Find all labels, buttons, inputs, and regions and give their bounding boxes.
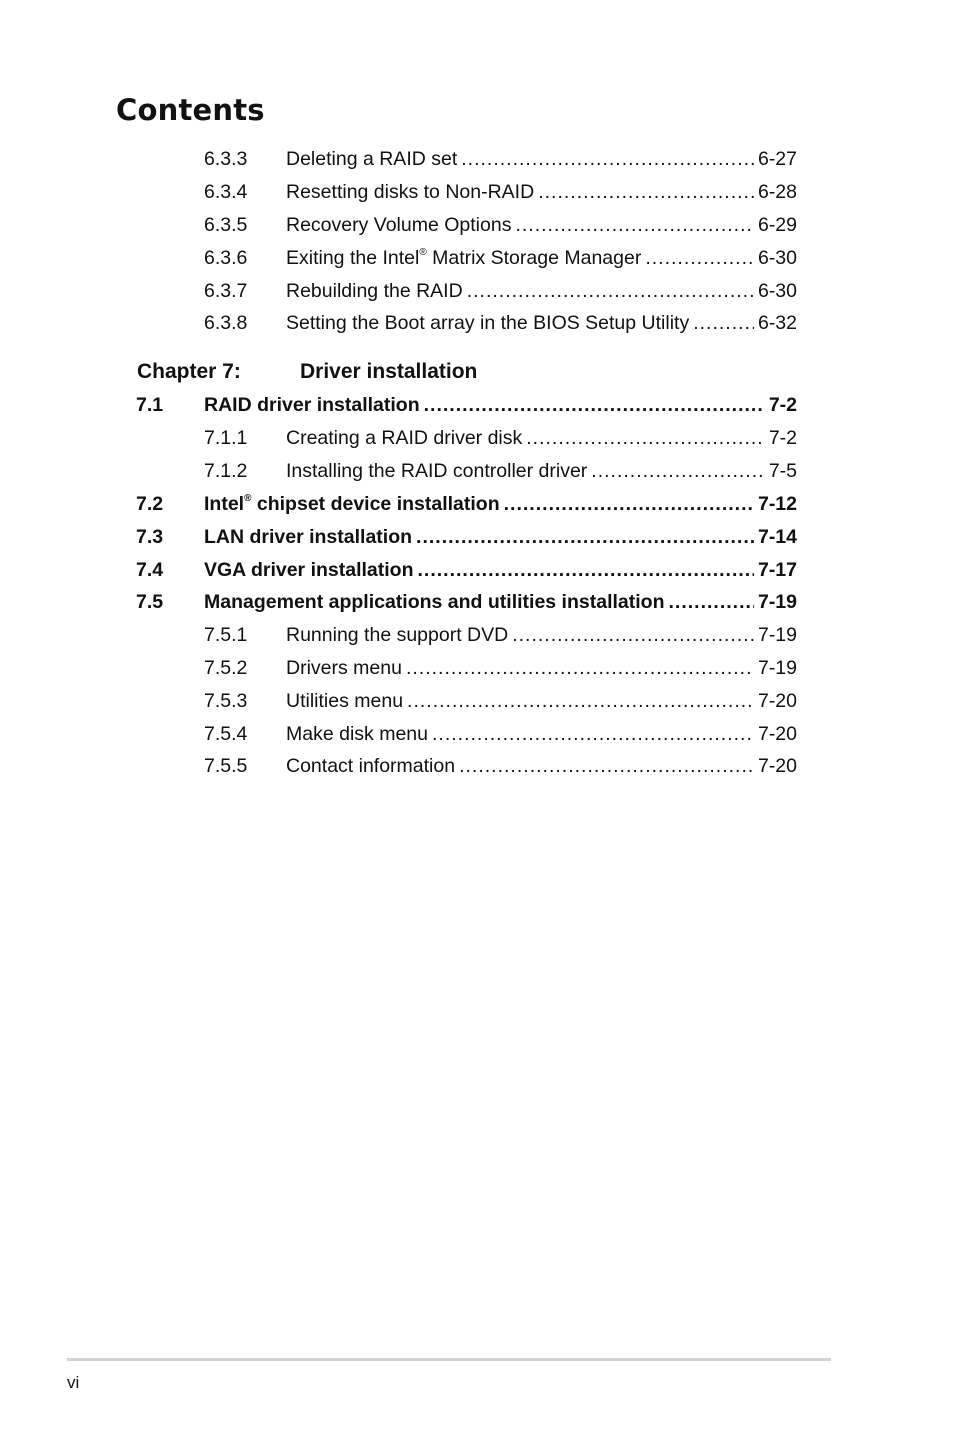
toc-entry-body bbox=[286, 310, 797, 336]
toc-entry-body bbox=[204, 392, 797, 418]
toc-entry-page: 6-28 bbox=[757, 181, 797, 203]
registered-mark: ® bbox=[244, 492, 252, 504]
dot-leader bbox=[538, 179, 754, 205]
toc-entry-page: 6-32 bbox=[757, 312, 797, 334]
toc-entry-body bbox=[204, 491, 797, 517]
toc-entry-7-5-2[interactable] bbox=[0, 655, 954, 681]
toc-entry-6-3-8[interactable] bbox=[0, 310, 954, 336]
toc-entry-number: 7.2 bbox=[136, 493, 164, 515]
dot-leader bbox=[406, 655, 754, 681]
chapter-heading[interactable] bbox=[0, 358, 954, 386]
toc-entry-title: Contact information bbox=[286, 755, 456, 777]
toc-entry-body bbox=[286, 146, 797, 172]
dot-leader bbox=[669, 589, 754, 615]
registered-mark: ® bbox=[419, 246, 427, 258]
toc-entry-page: 7-19 bbox=[757, 657, 797, 679]
toc-entry-7-1-1[interactable] bbox=[0, 425, 954, 451]
dot-leader bbox=[591, 458, 765, 484]
toc-entry-title-part: Matrix Storage Manager bbox=[426, 247, 642, 269]
toc-entry-title: Utilities menu bbox=[286, 690, 404, 712]
toc-entry-title: Make disk menu bbox=[286, 723, 428, 745]
toc-entry-number: 7.5.2 bbox=[204, 657, 248, 679]
toc-entry-6-3-5[interactable] bbox=[0, 212, 954, 238]
toc-entry-title: LAN driver installation bbox=[204, 526, 413, 548]
dot-leader bbox=[461, 146, 754, 172]
toc-entry-number: 6.3.8 bbox=[204, 312, 248, 334]
toc-entry-number: 6.3.5 bbox=[204, 214, 248, 236]
dot-leader bbox=[424, 392, 765, 418]
toc-entry-number: 6.3.3 bbox=[204, 148, 248, 170]
toc-entry-title bbox=[204, 491, 500, 517]
toc-entry-title: Setting the Boot array in the BIOS Setup Utility bbox=[286, 312, 690, 334]
toc-entry-page: 7-2 bbox=[768, 394, 797, 416]
toc-entry-7-5-3[interactable] bbox=[0, 688, 954, 714]
toc-entry-title: Installing the RAID controller driver bbox=[286, 460, 588, 482]
toc-entry-page: 7-12 bbox=[757, 493, 797, 515]
toc-entry-title: VGA driver installation bbox=[204, 559, 414, 581]
dot-leader bbox=[504, 491, 754, 517]
toc-entry-title-part: Exiting the Intel bbox=[286, 247, 420, 269]
toc-entry-page: 6-27 bbox=[757, 148, 797, 170]
toc-entry-number: 6.3.6 bbox=[204, 247, 248, 269]
dot-leader bbox=[432, 721, 754, 747]
toc-entry-body bbox=[286, 622, 797, 648]
toc-entry-title: Rebuilding the RAID bbox=[286, 280, 463, 302]
toc-entry-body bbox=[286, 655, 797, 681]
toc-entry-page: 6-30 bbox=[757, 280, 797, 302]
toc-entry-title: Drivers menu bbox=[286, 657, 402, 679]
toc-entry-7-5[interactable] bbox=[0, 589, 954, 615]
toc-entry-title: Deleting a RAID set bbox=[286, 148, 458, 170]
toc-entry-number: 7.1.2 bbox=[204, 460, 248, 482]
toc-entry-body bbox=[286, 458, 797, 484]
toc-entry-6-3-6[interactable] bbox=[0, 245, 954, 271]
dot-leader bbox=[467, 278, 754, 304]
toc-entry-body bbox=[204, 589, 797, 615]
toc-entry-number: 7.5.5 bbox=[204, 755, 248, 777]
toc-entry-body bbox=[286, 179, 797, 205]
toc-entry-title: Management applications and utilities installation bbox=[204, 591, 665, 613]
toc-entry-page: 7-19 bbox=[757, 591, 797, 613]
toc-entry-page: 7-19 bbox=[757, 624, 797, 646]
toc-entry-7-4[interactable] bbox=[0, 557, 954, 583]
toc-entry-number: 7.5.3 bbox=[204, 690, 248, 712]
toc-entry-page: 7-20 bbox=[757, 690, 797, 712]
toc-entry-7-1[interactable] bbox=[0, 392, 954, 418]
chapter-name: Driver installation bbox=[300, 360, 478, 383]
dot-leader bbox=[515, 212, 754, 238]
toc-entry-page: 6-30 bbox=[757, 247, 797, 269]
toc-entry-body bbox=[204, 557, 797, 583]
chapter-label: Chapter 7: bbox=[137, 360, 241, 383]
toc-entry-body bbox=[286, 753, 797, 779]
dot-leader bbox=[645, 245, 754, 271]
toc-entry-7-2[interactable] bbox=[0, 491, 954, 517]
toc-entry-title: Running the support DVD bbox=[286, 624, 509, 646]
toc-entry-7-1-2[interactable] bbox=[0, 458, 954, 484]
toc-entry-body bbox=[286, 425, 797, 451]
dot-leader bbox=[418, 557, 754, 583]
toc-entry-number: 7.1 bbox=[136, 394, 164, 416]
toc-entry-page: 7-20 bbox=[757, 723, 797, 745]
toc-entry-title: Resetting disks to Non-RAID bbox=[286, 181, 535, 203]
page-title: Contents bbox=[116, 93, 265, 127]
page-number: vi bbox=[67, 1373, 80, 1392]
toc-entry-number: 7.4 bbox=[136, 559, 164, 581]
toc-entry-title: Recovery Volume Options bbox=[286, 214, 512, 236]
toc-entry-7-5-5[interactable] bbox=[0, 753, 954, 779]
dot-leader bbox=[416, 524, 754, 550]
dot-leader bbox=[512, 622, 754, 648]
toc-entry-7-5-1[interactable] bbox=[0, 622, 954, 648]
dot-leader bbox=[693, 310, 754, 336]
toc-entry-body bbox=[286, 721, 797, 747]
toc-entry-title-part: chipset device installation bbox=[251, 493, 500, 515]
toc-entry-body bbox=[286, 688, 797, 714]
toc-entry-body bbox=[286, 245, 797, 271]
toc-entry-number: 6.3.4 bbox=[204, 181, 248, 203]
toc-entry-page: 7-17 bbox=[757, 559, 797, 581]
toc-entry-page: 7-5 bbox=[768, 460, 797, 482]
toc-entry-7-3[interactable] bbox=[0, 524, 954, 550]
toc-entry-page: 7-20 bbox=[757, 755, 797, 777]
toc-entry-number: 7.3 bbox=[136, 526, 164, 548]
toc-entry-6-3-4[interactable] bbox=[0, 179, 954, 205]
toc-entry-number: 7.5.1 bbox=[204, 624, 248, 646]
toc-entry-number: 7.5 bbox=[136, 591, 164, 613]
toc-entry-title: RAID driver installation bbox=[204, 394, 420, 416]
footer-divider bbox=[67, 1358, 831, 1361]
toc-entry-number: 6.3.7 bbox=[204, 280, 248, 302]
dot-leader bbox=[459, 753, 754, 779]
dot-leader bbox=[526, 425, 765, 451]
toc-entry-body bbox=[204, 524, 797, 550]
dot-leader bbox=[407, 688, 754, 714]
toc-entry-number: 7.1.1 bbox=[204, 427, 248, 449]
toc-entry-7-5-4[interactable] bbox=[0, 721, 954, 747]
toc-entry-page: 7-2 bbox=[768, 427, 797, 449]
toc-entry-title bbox=[286, 245, 641, 271]
toc-entry-page: 7-14 bbox=[757, 526, 797, 548]
toc-entry-page: 6-29 bbox=[757, 214, 797, 236]
toc-entry-title-part: Intel bbox=[204, 493, 245, 515]
toc-entry-number: 7.5.4 bbox=[204, 723, 248, 745]
toc-entry-body bbox=[286, 278, 797, 304]
toc-entry-body bbox=[286, 212, 797, 238]
toc-entry-6-3-7[interactable] bbox=[0, 278, 954, 304]
toc-entry-6-3-3[interactable] bbox=[0, 146, 954, 172]
toc-entry-title: Creating a RAID driver disk bbox=[286, 427, 523, 449]
